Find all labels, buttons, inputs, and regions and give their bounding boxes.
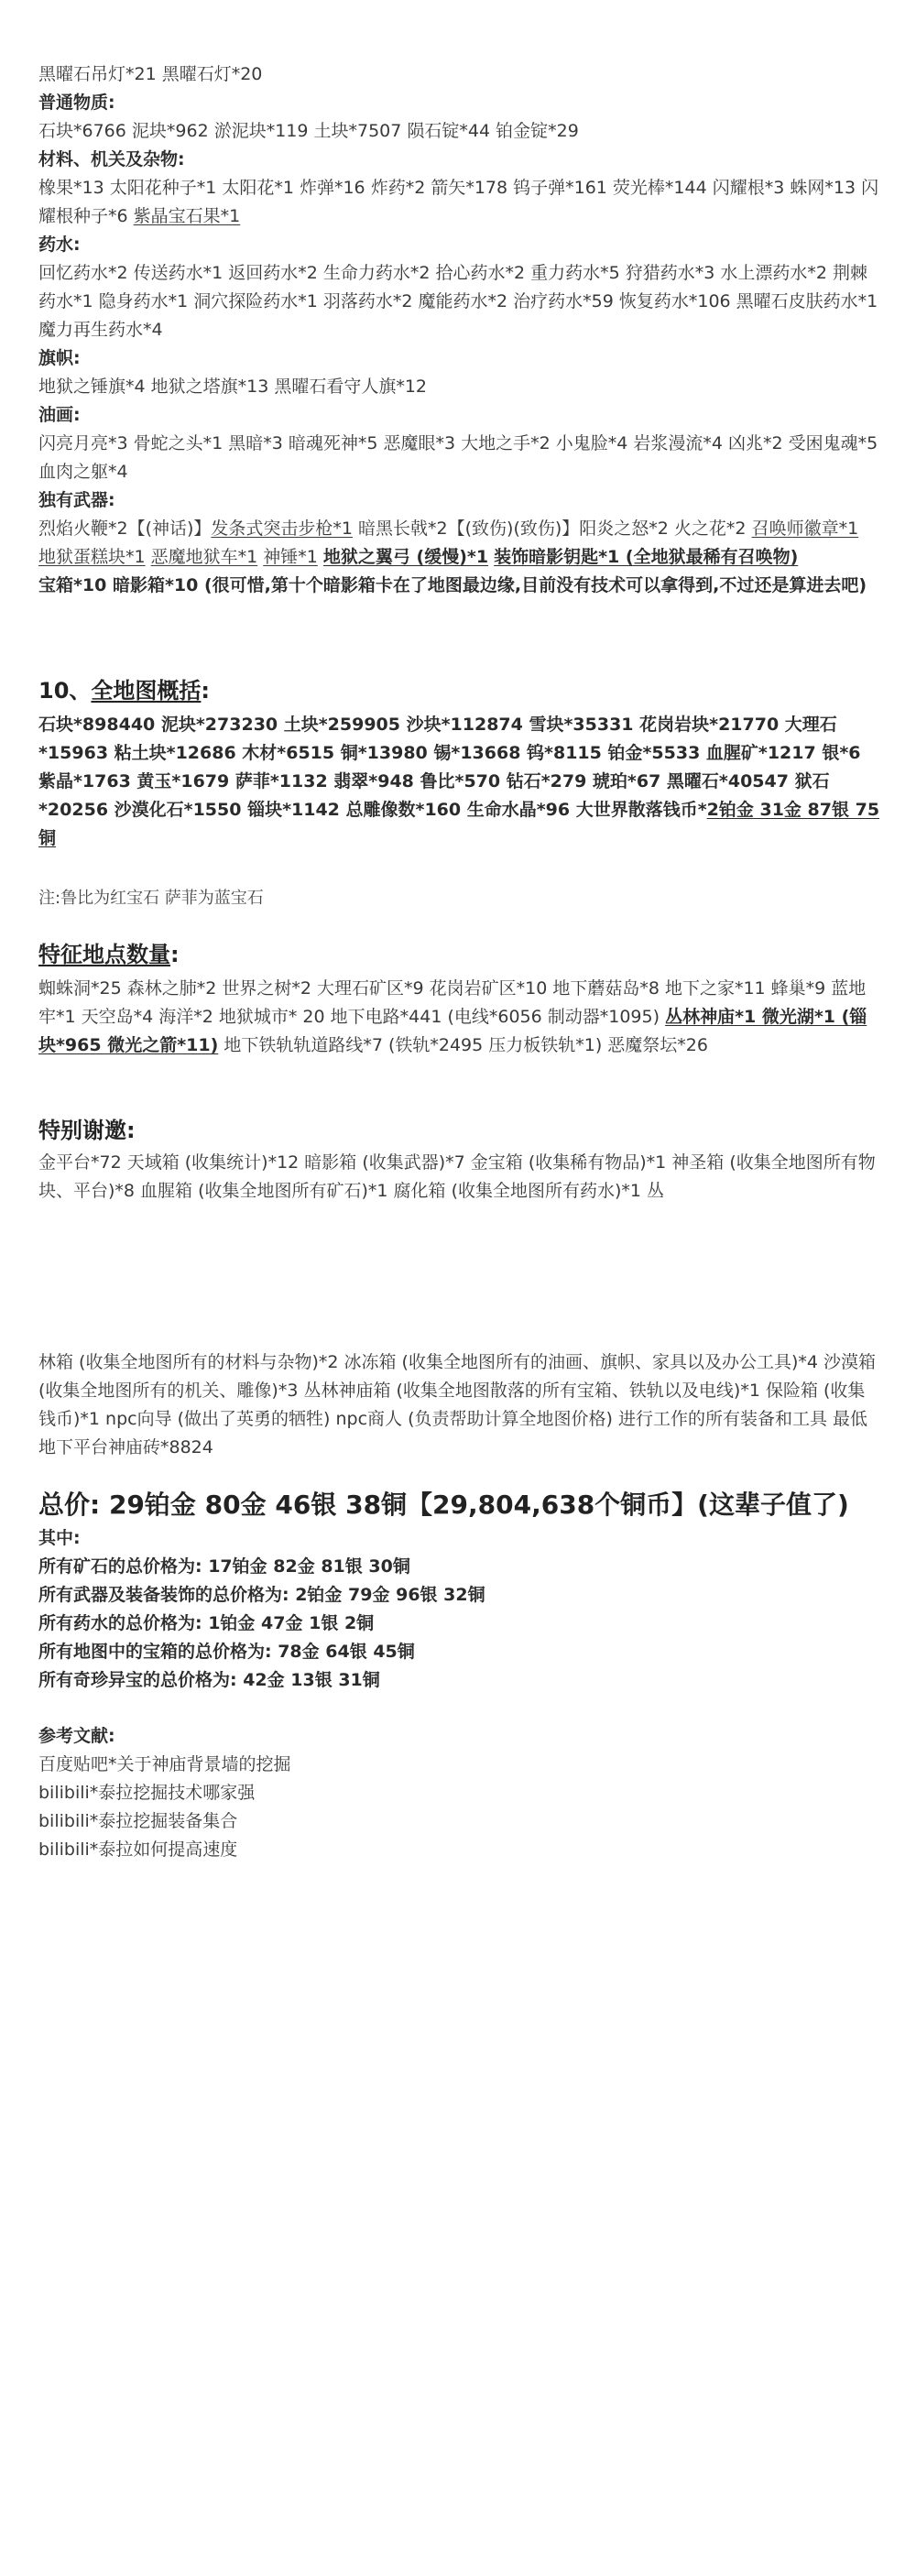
potions-items: 回忆药水*2 传送药水*1 返回药水*2 生命力药水*2 拾心药水*2 重力药水*5 狩猎药水*3 水上漂药水*2 荆棘药水*1 隐身药水*1 洞穴探险药水*1 羽落药水*2 魔能药水*2 治疗药水*59 恢复药水*106 黑曜石皮肤药水*1 魔力再生药水*4 — [38, 263, 878, 340]
potions-label: 药水: — [38, 235, 81, 255]
materials-label: 材料、机关及杂物: — [38, 149, 185, 169]
banners-items: 地狱之锤旗*4 地狱之塔旗*13 黑曜石看守人旗*12 — [38, 377, 428, 397]
gem-note: 注:鲁比为红宝石 萨菲为蓝宝石 — [38, 889, 264, 908]
reference-item: bilibili*泰拉挖掘装备集合 — [38, 1811, 238, 1831]
overview-heading — [38, 674, 881, 707]
thanks-heading — [38, 1114, 881, 1147]
places-colon: : — [170, 942, 180, 967]
overview-colon: : — [201, 678, 211, 704]
weapon-clockwork-rifle: 发条式突击步枪*1 — [211, 518, 354, 539]
total-line-ores: 所有矿石的总价格为: 17铂金 82金 81银 30铜 — [38, 1556, 410, 1577]
weapon-hell-cake: 地狱蛋糕块*1 — [38, 547, 146, 567]
overview-title: 全地图概括 — [91, 678, 202, 704]
total-headline: 总价: 29铂金 80金 46银 38铜【29,804,638个铜币】(这辈子值了) — [38, 1490, 849, 1520]
total-among: 其中: — [38, 1528, 81, 1548]
thanks-title: 特别谢邀 — [38, 1118, 126, 1143]
overview-text: 石块*898440 泥块*273230 土块*259905 沙块*112874 雪块*35331 花岗岩块*21770 大理石*15963 粘土块*12686 木材*6515 铜*13980 锡*13668 钨*8115 铂金*5533 血腥矿*1217 银*6 紫晶*1763 黄玉*1679 萨菲*1132 翡翠*948 鲁比*570 钻石*279 琥珀*67 黑曜石*40547 狱石*20256 沙漠化石*1550 锱块*1142 总雕像数*160 生命水晶*96 大世界散落钱币* — [38, 715, 861, 820]
chests-line: 宝箱*10 暗影箱*10 (很可惜,第十个暗影箱卡在了地图最边缘,目前没有技术可以拿得到,不过还是算进去吧) — [38, 575, 867, 595]
places-temple-lake: 丛林神庙*1 微光湖*1 (锱块*965 微光之箭*11) — [38, 1007, 867, 1055]
places-section — [38, 938, 881, 1060]
overview-coins: 2铂金 31金 87银 75铜 — [38, 800, 880, 848]
reference-item: bilibili*泰拉挖掘技术哪家强 — [38, 1783, 256, 1803]
weapon-shadow-key: 装饰暗影钥匙*1 (全地狱最稀有召唤物) — [494, 547, 799, 567]
paintings-items: 闪亮月亮*3 骨蛇之头*1 黑暗*3 暗魂死神*5 恶魔眼*3 大地之手*2 小鬼脸*4 岩浆漫流*4 凶兆*2 受困鬼魂*5 血肉之躯*4 — [38, 433, 878, 482]
materials-text: 橡果*13 太阳花种子*1 太阳花*1 炸弹*16 炸药*2 箭矢*178 钨子弹*161 荧光棒*144 闪耀根*3 蛛网*13 闪耀根种子*6 — [38, 178, 879, 226]
total-line-potions: 所有药水的总价格为: 1铂金 47金 1银 2铜 — [38, 1613, 375, 1633]
overview-prefix: 10、 — [38, 678, 92, 704]
total-line-weapons: 所有武器及装备装饰的总价格为: 2铂金 79金 96银 32铜 — [38, 1585, 485, 1605]
places-heading — [38, 938, 881, 971]
total-line-treasures: 所有奇珍异宝的总价格为: 42金 13银 31铜 — [38, 1670, 380, 1690]
weapon-demon-minecart: 恶魔地狱车*1 — [150, 547, 258, 567]
weapons-label: 独有武器: — [38, 490, 115, 510]
weapon-hammer: 神锤*1 — [263, 547, 318, 567]
places-items — [38, 975, 881, 1060]
ordinary-label: 普通物质: — [38, 93, 115, 113]
materials-items — [38, 174, 881, 231]
places-title: 特征地点数量 — [38, 942, 170, 967]
places-tail: 地下铁轨轨道路线*7 (铁轨*2495 压力板铁轨*1) 恶魔祭坛*26 — [218, 1035, 708, 1055]
weapon-summoner-emblem: 召唤师徽章*1 — [751, 518, 859, 539]
reference-item: bilibili*泰拉如何提高速度 — [38, 1839, 238, 1860]
thanks-part2: 林箱 (收集全地图所有的材料与杂物)*2 冰冻箱 (收集全地图所有的油画、旗帜、家具以及办公工具)*4 沙漠箱 (收集全地图所有的机关、雕像)*3 丛林神庙箱 (收集全地图散落的所有宝箱、铁轨以及电线)*1 保险箱 (收集钱币)*1 npc向导 (做出了英勇的牺牲) npc商人 (负责帮助计算全地图价格) 进行工作的所有装备和工具 最低地下平台神庙砖*8824 — [38, 1352, 876, 1457]
weapon-hellwing-bow: 地狱之翼弓 (缓慢)*1 — [322, 547, 489, 567]
lamps-line: 黑曜石吊灯*21 黑曜石灯*20 — [38, 64, 263, 84]
reference-item: 百度贴吧*关于神庙背景墙的挖掘 — [38, 1754, 291, 1774]
amethyst-fruit-link: 紫晶宝石果*1 — [133, 206, 241, 226]
references-section — [38, 1722, 881, 1864]
weapon-group: 暗黑长戟*2【(致伤)(致伤)】阳炎之怒*2 火之花*2 — [353, 518, 752, 539]
total-line-chests: 所有地图中的宝箱的总价格为: 78金 64银 45铜 — [38, 1642, 415, 1662]
banners-label: 旗帜: — [38, 348, 81, 368]
item-lists-section — [38, 60, 881, 600]
thanks-section — [38, 1114, 881, 1206]
total-section — [38, 1486, 881, 1695]
weapons-items — [38, 515, 881, 572]
ordinary-items: 石块*6766 泥块*962 淤泥块*119 土块*7507 陨石锭*44 铂金锭*29 — [38, 121, 579, 141]
places-text: 蜘蛛洞*25 森林之肺*2 世界之树*2 大理石矿区*9 花岗岩矿区*10 地下蘑菇岛*8 地下之家*11 蜂巢*9 蓝地牢*1 天空岛*4 海洋*2 地狱城市* 20 地下电路*441 (电线*6056 制动器*1095) — [38, 978, 867, 1027]
thanks-part1: 金平台*72 天域箱 (收集统计)*12 暗影箱 (收集武器)*7 金宝箱 (收集稀有物品)*1 神圣箱 (收集全地图所有物块、平台)*8 血腥箱 (收集全地图所有矿石)*1 腐化箱 (收集全地图所有药水)*1 丛 — [38, 1152, 876, 1201]
thanks-colon: : — [126, 1118, 136, 1143]
references-title: 参考文献: — [38, 1726, 115, 1746]
paintings-label: 油画: — [38, 405, 81, 425]
overview-items — [38, 711, 881, 853]
overview-section — [38, 674, 881, 853]
weapon-whip: 烈焰火鞭*2【(神话)】 — [38, 518, 212, 539]
